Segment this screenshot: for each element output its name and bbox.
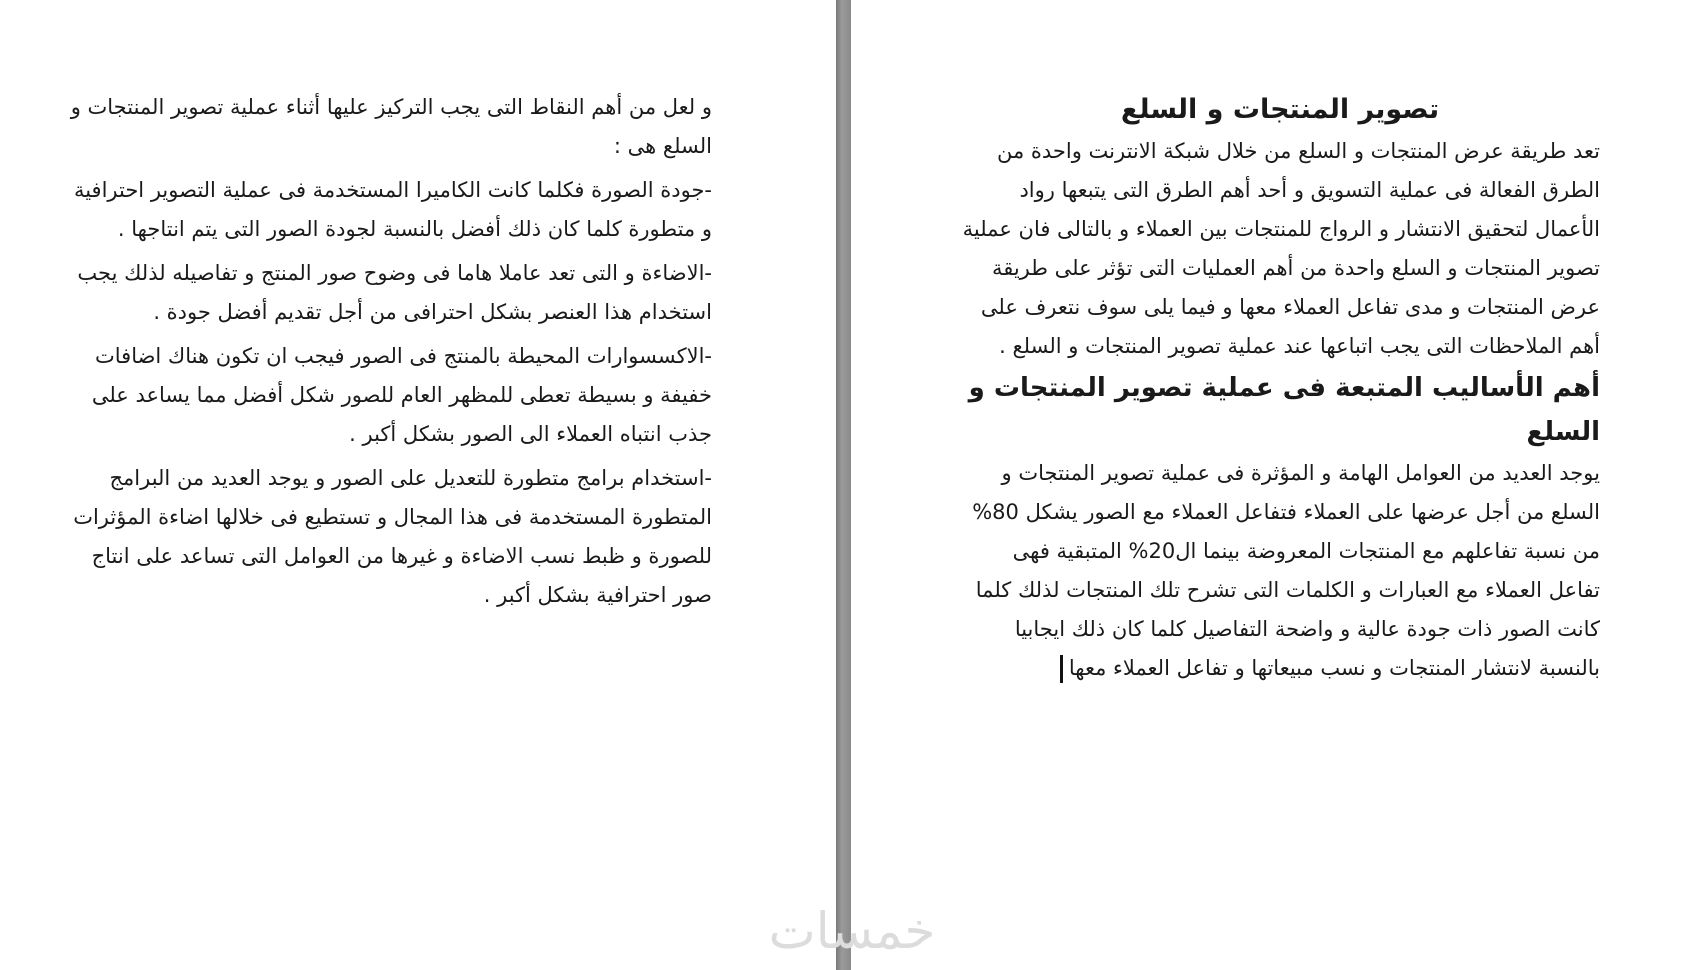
paragraph: -استخدام برامج متطورة للتعديل على الصور و يوجد العديد من البرامج المتطورة المستخدمة فى هذا المجال و تستطيع فى خلالها اضاءة المؤثرات للصورة و ظبط نسب الاضاءة و غيرها من العوامل التى تساعد على انتاج صور احترافية بشكل أكبر .	[73, 466, 712, 607]
gutter-bar	[836, 0, 851, 970]
paragraph: و لعل من أهم النقاط التى يجب التركيز عليها أثناء عملية تصوير المنتجات و السلع هى :	[70, 95, 712, 158]
intro-paragraph: تعد طريقة عرض المنتجات و السلع من خلال شبكة الانترنت واحدة من الطرق الفعالة فى عملية التسويق و أحد أهم الطرق التى يتبعها رواد الأعمال لتحقيق الانتشار و الرواج للمنتجات بين العملاء و بالتالى فان عملية تصوير المنتجات و السلع واحدة من أهم العمليات التى تؤثر على طريقة عرض المنتجات و مدى تفاعل العملاء معها و فيما يلى سوف نتعرف على أهم الملاحظات التى يجب اتباعها عند عملية تصوير المنتجات و السلع .	[962, 139, 1600, 358]
body-paragraph	[960, 454, 1600, 688]
paragraph: -جودة الصورة فكلما كانت الكاميرا المستخدمة فى عملية التصوير احترافية و متطورة كلما كان ذلك أفضل بالنسبة لجودة الصور التى يتم انتاجها .	[73, 178, 712, 241]
body-text: يوجد العديد من العوامل الهامة و المؤثرة فى عملية تصوير المنتجات و السلع من أجل عرضها على العملاء فتفاعل العملاء مع الصور يشكل 80% من نسبة تفاعلهم مع المنتجات المعروضة بينما ال20% المتبقية فهى تفاعل العملاء مع العبارات و الكلمات التى تشرح تلك المنتجات لذلك كلما كانت الصور ذات جودة عالية و واضحة التفاصيل كلما كان ذلك ايجابيا بالنسبة لانتشار المنتجات و نسب مبيعاتها و تفاعل العملاء معها	[972, 461, 1600, 680]
paragraph: -الاكسسوارات المحيطة بالمنتج فى الصور فيجب ان تكون هناك اضافات خفيفة و بسيطة تعطى للمظهر العام للصور شكل أفضل مما يساعد على جذب انتباه العملاء الى الصور بشكل أكبر .	[91, 344, 712, 446]
left-text-column[interactable]	[62, 88, 712, 620]
text-cursor	[1060, 655, 1063, 683]
right-page	[856, 0, 1700, 970]
left-page	[0, 0, 832, 970]
paragraph: -الاضاءة و التى تعد عاملا هاما فى وضوح صور المنتج و تفاصيله لذلك يجب استخدام هذا العنصر بشكل احترافى من أجل تقديم أفضل جودة .	[77, 261, 712, 324]
right-text-column[interactable]	[960, 88, 1600, 688]
page-separator	[832, 0, 856, 970]
page-title: تصوير المنتجات و السلع	[1120, 94, 1440, 125]
watermark-logo: خمسات	[768, 902, 936, 960]
section-heading: أهم الأساليب المتبعة فى عملية تصوير المنتجات و السلع	[968, 373, 1600, 447]
